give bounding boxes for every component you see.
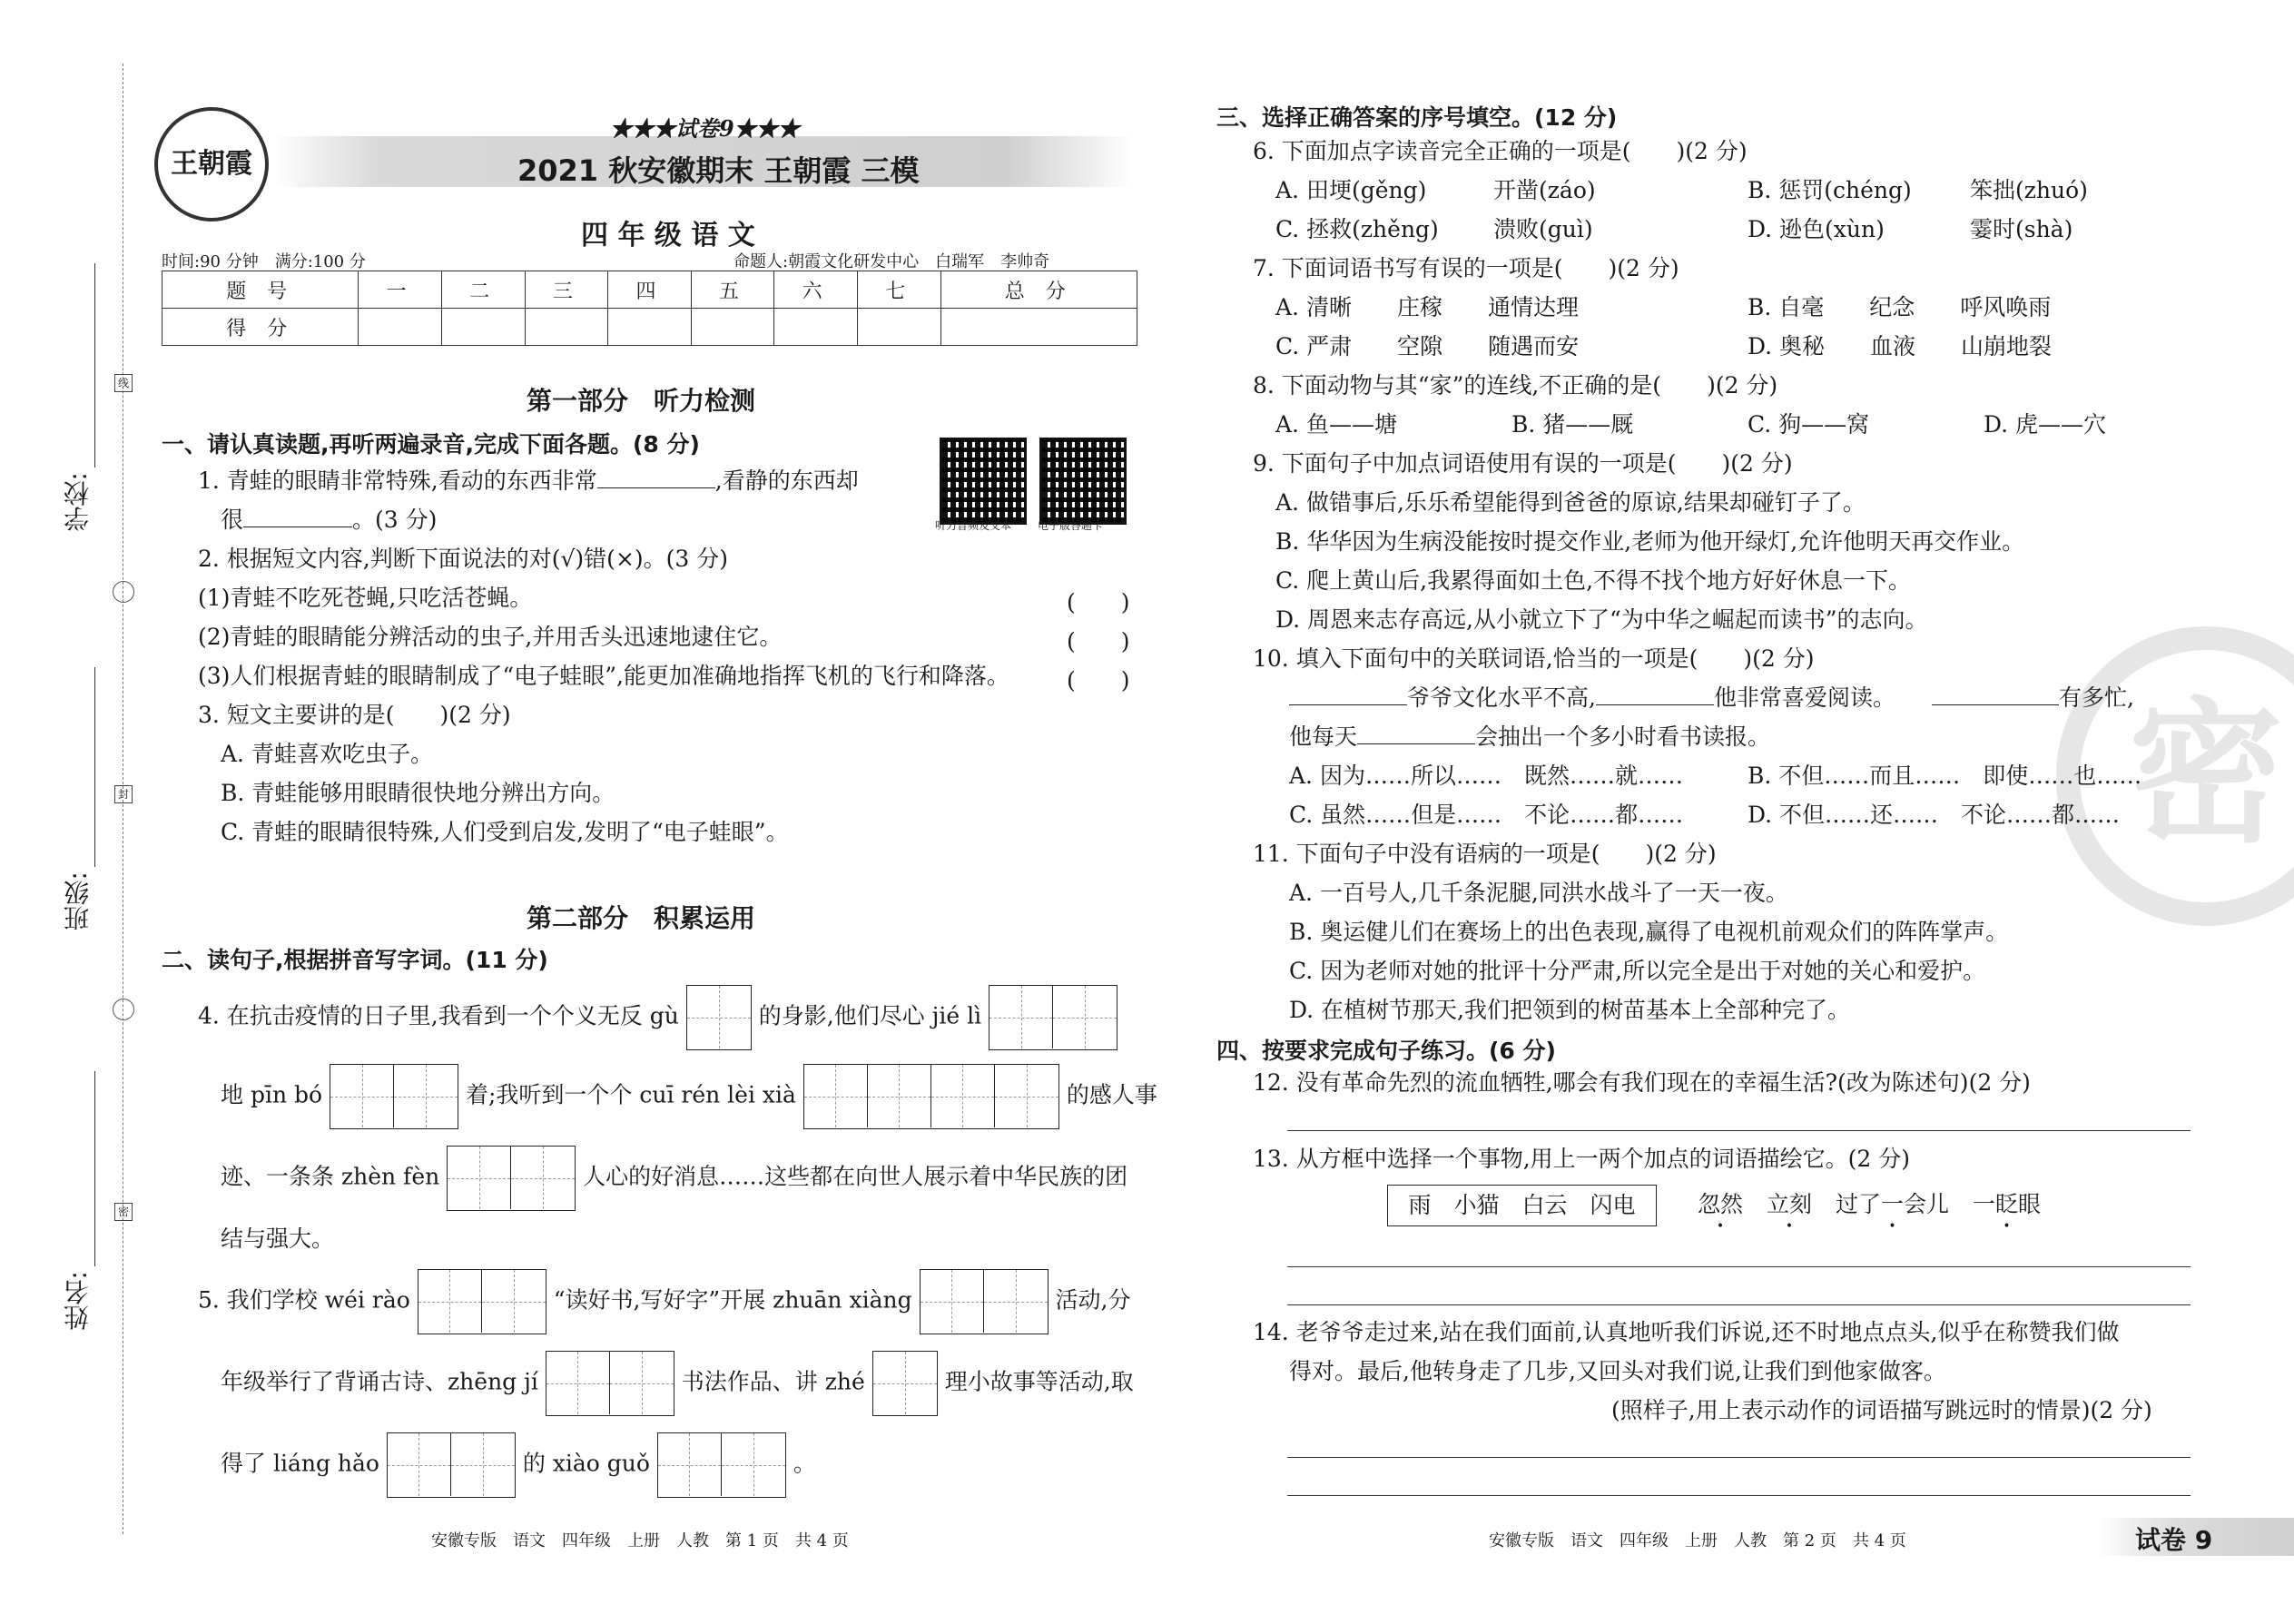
q10-option-c[interactable]: C. 虽然……但是…… 不论……都…… — [1289, 802, 1684, 828]
q2-item1: (1)青蛙不吃死苍蝇,只吃活苍蝇。 — [198, 585, 533, 611]
score-header-cell: 题 号 — [162, 271, 359, 309]
footer-right: 安徽专版 语文 四年级 上册 人教 第 2 页 共 4 页 — [1489, 1531, 1906, 1550]
q8-option-a[interactable]: A. 鱼——塘 — [1275, 411, 1397, 438]
q6-option-c1[interactable]: C. 拯救(zhěng) — [1275, 216, 1439, 242]
q4-line3: 迹、一条条 zhèn fèn 人心的好消息……这些都在向世人展示着中华民族的团 — [221, 1146, 1127, 1211]
q8-option-c[interactable]: C. 狗——窝 — [1748, 411, 1870, 438]
school-label: 学校: — [63, 472, 93, 532]
author-info: 命题人:朝霞文化研发中心 白瑞军 李帅奇 — [733, 252, 1050, 271]
qr-code-audio-icon[interactable] — [940, 438, 1027, 525]
score-cell[interactable] — [691, 309, 774, 346]
q6-option-c2: 溃败(guì) — [1493, 216, 1593, 242]
q2-answer2[interactable]: ( ) — [1067, 628, 1130, 655]
q6-option-a2: 开凿(záo) — [1493, 177, 1596, 203]
q14-line1: 14. 老爷爷走过来,站在我们面前,认真地听我们诉说,还不时地点点头,似乎在称赞我们做 — [1253, 1319, 2120, 1345]
time-info: 时间:90 分钟 满分:100 分 — [162, 252, 366, 271]
q10-option-b[interactable]: B. 不但……而且…… 即使……也…… — [1748, 763, 2142, 789]
q5-grid-zhuanxiang[interactable] — [920, 1269, 1049, 1334]
score-header-cell: 二 — [441, 271, 525, 309]
q14-answer-line[interactable] — [1287, 1495, 2191, 1496]
class-line — [94, 667, 95, 867]
q14-line2: 得对。最后,他转身走了几步,又回头对我们说,让我们到他家做客。 — [1289, 1358, 1946, 1384]
q1-blank1[interactable] — [597, 468, 715, 488]
q13-answer-line[interactable] — [1287, 1266, 2191, 1267]
q13-word: 忽然 — [1698, 1191, 1744, 1217]
q4-grid-zhenfen[interactable] — [447, 1146, 576, 1211]
school-line — [94, 263, 95, 468]
q12-text: 12. 没有革命先烈的流血牺牲,哪会有我们现在的幸福生活?(改为陈述句)(2 分) — [1253, 1069, 2031, 1096]
footer-tag: 试卷 9 — [2135, 1525, 2213, 1555]
q1-blank2[interactable] — [243, 507, 352, 527]
q9-option-d[interactable]: D. 周恩来志存高远,从小就立下了“为中华之崛起而读书”的志向。 — [1275, 606, 1928, 633]
score-header-cell: 五 — [691, 271, 774, 309]
q5-line1: 5. 我们学校 wéi rào “读好书,写好字”开展 zhuān xiàng 活动,分 — [198, 1269, 1130, 1334]
q9-option-a[interactable]: A. 做错事后,乐乐希望能得到爸爸的原谅,结果却碰钉子了。 — [1275, 489, 1866, 516]
q14-answer-line[interactable] — [1287, 1457, 2191, 1458]
q10-line1: 爷爷文化水平不高, 他非常喜爱阅读。 有多忙, — [1289, 684, 2134, 712]
q9-text: 9. 下面句子中加点词语使用有误的一项是( )(2 分) — [1253, 450, 1793, 477]
score-header-cell: 四 — [608, 271, 692, 309]
score-cell[interactable] — [359, 309, 442, 346]
score-header-cell: 一 — [359, 271, 442, 309]
section2-title: 二、读句子,根据拼音写字词。(11 分) — [162, 947, 548, 973]
q13-text: 13. 从方框中选择一个事物,用上一两个加点的词语描绘它。(2 分) — [1253, 1146, 1911, 1172]
q10-text: 10. 填入下面句中的关联词语,恰当的一项是( )(2 分) — [1253, 645, 1815, 672]
q6-text: 6. 下面加点字读音完全正确的一项是( )(2 分) — [1253, 138, 1748, 164]
q3-option-a[interactable]: A. 青蛙喜欢吃虫子。 — [221, 741, 433, 767]
q5-grid-zhengji[interactable] — [546, 1351, 674, 1416]
q7-option-b[interactable]: B. 自毫 纪念 呼风唤雨 — [1748, 294, 2052, 320]
q10-option-a[interactable]: A. 因为……所以…… 既然……就…… — [1289, 763, 1683, 789]
q11-text: 11. 下面句子中没有语病的一项是( )(2 分) — [1253, 841, 1717, 867]
score-label-cell: 得 分 — [162, 309, 359, 346]
mark-secret: 密 — [114, 1203, 133, 1221]
q10-line2: 他每天 会抽出一个多小时看书读报。 — [1289, 723, 1771, 750]
q12-answer-line[interactable] — [1287, 1130, 2191, 1131]
q4-grid-jieli[interactable] — [989, 985, 1117, 1050]
q8-text: 8. 下面动物与其“家”的连线,不正确的是( )(2 分) — [1253, 372, 1778, 399]
q8-option-d[interactable]: D. 虎——穴 — [1984, 411, 2107, 438]
mark-line: 线 — [114, 374, 133, 392]
q1-line2: 很 。(3 分) — [221, 507, 438, 533]
q3-text: 3. 短文主要讲的是( )(2 分) — [198, 702, 511, 728]
q4-grid-gu[interactable] — [686, 985, 752, 1050]
q6-option-a1[interactable]: A. 田埂(gěng) — [1275, 177, 1427, 203]
q11-option-d[interactable]: D. 在植树节那天,我们把领到的树苗基本上全部种完了。 — [1289, 997, 1850, 1023]
q9-option-c[interactable]: C. 爬上黄山后,我累得面如土色,不得不找个地方好好休息一下。 — [1275, 567, 1912, 594]
score-header-cell: 总 分 — [940, 271, 1137, 309]
score-cell[interactable] — [940, 309, 1137, 346]
q5-line3: 得了 liáng hǎo 的 xiào guǒ 。 — [221, 1432, 816, 1498]
q10-blank3[interactable] — [1932, 684, 2059, 705]
q13-word-box: 雨 小猫 白云 闪电 — [1387, 1185, 1657, 1226]
q3-option-b[interactable]: B. 青蛙能够用眼睛很快地分辨出方向。 — [221, 780, 615, 806]
logo-seal: 王朝霞 — [154, 107, 269, 221]
q4-grid-cuirenleixia[interactable] — [803, 1064, 1059, 1129]
q11-option-b[interactable]: B. 奥运健儿们在赛场上的出色表现,赢得了电视机前观众们的阵阵掌声。 — [1289, 919, 2009, 945]
score-cell[interactable] — [608, 309, 692, 346]
section4-title: 四、按要求完成句子练习。(6 分) — [1216, 1038, 1556, 1064]
binding-hole-icon — [113, 999, 134, 1020]
binding-hole-icon — [113, 581, 134, 603]
name-label: 姓名: — [63, 1271, 93, 1331]
q14-instruction: (照样子,用上表示动作的词语描写跳远时的情景)(2 分) — [1611, 1397, 2152, 1423]
score-header-cell: 七 — [857, 271, 940, 309]
mark-seal: 封 — [114, 785, 133, 803]
q2-answer1[interactable]: ( ) — [1067, 589, 1130, 615]
score-table — [162, 271, 1137, 346]
q2-item3: (3)人们根据青蛙的眼睛制成了“电子蛙眼”,能更加准确地指挥飞机的飞行和降落。 — [198, 663, 1009, 689]
q2-item2: (2)青蛙的眼睛能分辨活动的虫子,并用舌头迅速地逮住它。 — [198, 624, 783, 650]
q6-option-d2: 霎时(shà) — [1970, 216, 2073, 242]
subject-title: 四 年 级 语 文 — [581, 220, 755, 251]
name-line — [94, 1071, 95, 1266]
q2-answer3[interactable]: ( ) — [1067, 667, 1130, 694]
q13-word: 过了一会儿 • — [1836, 1191, 1949, 1218]
footer-left: 安徽专版 语文 四年级 上册 人教 第 1 页 共 4 页 — [431, 1531, 849, 1550]
section1-title: 一、请认真读题,再听两遍录音,完成下面各题。(8 分) — [162, 431, 700, 458]
score-cell[interactable] — [525, 309, 608, 346]
q3-option-c[interactable]: C. 青蛙的眼睛很特殊,人们受到启发,发明了“电子蛙眼”。 — [221, 819, 789, 845]
q10-blank1[interactable] — [1289, 684, 1407, 705]
q13-dotted-words — [1698, 1191, 2041, 1218]
q5-grid-zhe[interactable] — [872, 1351, 938, 1416]
q10-blank4[interactable] — [1357, 723, 1475, 744]
qr-code-answer-icon[interactable] — [1039, 438, 1127, 525]
score-header-cell: 六 — [774, 271, 858, 309]
q8-option-b[interactable]: B. 猪——厩 — [1511, 411, 1634, 438]
q9-option-b[interactable]: B. 华华因为生病没能按时提交作业,老师为他开绿灯,允许他明天再交作业。 — [1275, 528, 2025, 555]
q1-line1: 1. 青蛙的眼睛非常特殊,看动的东西非常 ,看静的东西却 — [198, 468, 859, 494]
q4-line4: 结与强大。 — [221, 1225, 335, 1252]
class-label: 班级: — [63, 871, 93, 931]
score-cell[interactable] — [857, 309, 940, 346]
q4-line2: 地 pīn bó 着;我听到一个个 cuī rén lèi xià 的感人事 — [221, 1064, 1157, 1129]
q5-grid-lianghao[interactable] — [387, 1432, 516, 1498]
q6-option-b1[interactable]: B. 惩罚(chéng) — [1748, 177, 1912, 203]
q5-line2: 年级举行了背诵古诗、zhēng jí 书法作品、讲 zhé 理小故事等活动,取 — [221, 1351, 1134, 1416]
part1-title: 第一部分 听力检测 — [527, 386, 756, 416]
part2-title: 第二部分 积累运用 — [527, 903, 756, 933]
score-cell[interactable] — [774, 309, 858, 346]
q11-option-a[interactable]: A. 一百号人,几千条泥腿,同洪水战斗了一天一夜。 — [1289, 880, 1788, 906]
q13-word: 立刻 — [1767, 1191, 1813, 1217]
score-header-cell: 三 — [525, 271, 608, 309]
q2-text: 2. 根据短文内容,判断下面说法的对(√)错(×)。(3 分) — [198, 546, 728, 572]
q10-blank2[interactable] — [1596, 684, 1714, 705]
paper-tag: ★★★试卷9★★★ — [610, 115, 800, 142]
q7-option-d[interactable]: D. 奥秘 血液 山崩地裂 — [1748, 333, 2053, 359]
q4-grid-pinbo[interactable] — [330, 1064, 458, 1129]
q4-line1: 4. 在抗击疫情的日子里,我看到一个个义无反 gù 的身影,他们尽心 jié lì — [198, 985, 1117, 1050]
q13-answer-line[interactable] — [1287, 1304, 2191, 1305]
score-cell[interactable] — [441, 309, 525, 346]
q11-option-c[interactable]: C. 因为老师对她的批评十分严肃,所以完全是出于对她的关心和爱护。 — [1289, 958, 1986, 984]
q6-option-b2: 笨拙(zhuó) — [1970, 177, 2088, 203]
q5-grid-xiaoguo[interactable] — [657, 1432, 786, 1498]
qr-caption-audio: 听力音频及文本 — [935, 519, 1012, 532]
secret-watermark-icon: 密 — [2056, 626, 2294, 926]
q7-option-a[interactable]: A. 清晰 庄稼 通情达理 — [1275, 294, 1579, 320]
q7-text: 7. 下面词语书写有误的一项是( )(2 分) — [1253, 255, 1679, 281]
q5-grid-weirao[interactable] — [418, 1269, 546, 1334]
exam-title: 2021 秋安徽期末 王朝霞 三模 — [517, 153, 920, 188]
section3-title: 三、选择正确答案的序号填空。(12 分) — [1216, 104, 1618, 131]
qr-caption-answer: 电子版答题卡 — [1038, 519, 1104, 532]
q7-option-c[interactable]: C. 严肃 空隙 随遇而安 — [1275, 333, 1580, 359]
q6-option-d1[interactable]: D. 逊色(xùn) — [1748, 216, 1885, 242]
q13-word: 一眨眼 — [1973, 1191, 2042, 1217]
q10-option-d[interactable]: D. 不但……还…… 不论……都…… — [1748, 802, 2121, 828]
